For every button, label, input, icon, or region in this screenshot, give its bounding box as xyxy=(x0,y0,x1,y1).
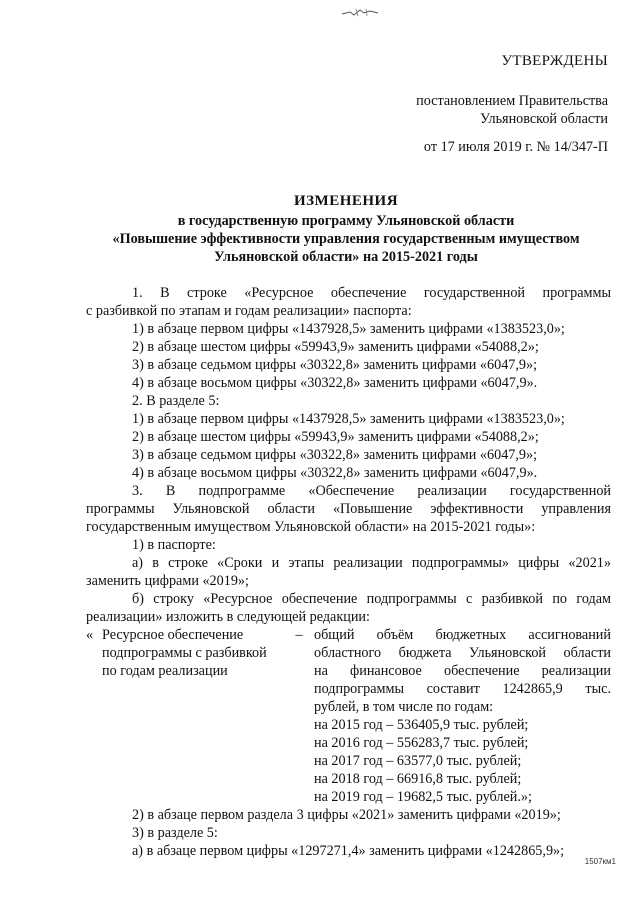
section-1-item-3: 3) в абзаце седьмом цифры «30322,8» заменить цифрами «6047,9»; xyxy=(132,357,538,373)
section-3-line-c: государственным имуществом Ульяновской области» на 2015-2021 годы»: xyxy=(86,519,536,535)
resource-dash: – xyxy=(295,627,303,643)
section-3-item-1b-line-a: б) строку «Ресурсное обеспечение подпрограммы с разбивкой по годам xyxy=(132,591,611,607)
resource-right-2: областного бюджета Ульяновской области xyxy=(314,645,611,661)
footer-code: 1507км1 xyxy=(584,857,616,866)
resource-right-5: рублей, в том числе по годам: xyxy=(314,699,494,715)
section-1-item-1: 1) в абзаце первом цифры «1437928,5» заменить цифрами «1383523,0»; xyxy=(132,321,565,337)
resource-left-2: подпрограммы с разбивкой xyxy=(102,645,267,661)
resource-year-2015: на 2015 год – 536405,9 тыс. рублей; xyxy=(314,717,529,733)
document-body xyxy=(86,284,611,860)
approved-heading: УТВЕРЖДЕНЫ xyxy=(501,53,608,69)
section-3-item-1b-line-b: реализации» изложить в следующей редакции: xyxy=(86,609,370,625)
section-3-item-3a: а) в абзаце первом цифры «1297271,4» заменить цифрами «1242865,9»; xyxy=(132,843,565,859)
resource-right-3: на финансовое обеспечение реализации xyxy=(314,663,611,679)
resource-right-1: общий объём бюджетных ассигнований xyxy=(314,627,611,643)
title-line-1: в государственную программу Ульяновской области xyxy=(177,213,515,229)
section-2-item-3: 3) в абзаце седьмом цифры «30322,8» заменить цифрами «6047,9»; xyxy=(132,447,538,463)
document-title xyxy=(86,192,606,266)
resource-table xyxy=(86,626,611,806)
section-3-item-3: 3) в разделе 5: xyxy=(132,825,218,841)
approved-line-1: постановлением Правительства xyxy=(416,93,608,109)
resource-left-3: по годам реализации xyxy=(102,663,228,679)
section-2-item-1: 1) в абзаце первом цифры «1437928,5» заменить цифрами «1383523,0»; xyxy=(132,411,565,427)
section-3-item-2: 2) в абзаце первом раздела 3 цифры «2021» заменить цифрами «2019»; xyxy=(132,807,561,823)
scan-artifact-mark xyxy=(340,6,380,18)
resource-year-2017: на 2017 год – 63577,0 тыс. рублей; xyxy=(314,753,522,769)
section-3-item-1a-line-a: а) в строке «Сроки и этапы реализации подпрограммы» цифры «2021» xyxy=(132,555,611,571)
section-3-item-1: 1) в паспорте: xyxy=(132,537,216,553)
title-line-3: Ульяновской области» на 2015-2021 годы xyxy=(214,249,478,265)
section-2-item-4: 4) в абзаце восьмом цифры «30322,8» заменить цифрами «6047,9». xyxy=(132,465,538,481)
title-line-2: «Повышение эффективности управления государственным имуществом xyxy=(112,231,580,247)
resource-left-1: Ресурсное обеспечение xyxy=(102,627,244,643)
section-1-line-a: 1. В строке «Ресурсное обеспечение государственной программы xyxy=(132,285,611,301)
resource-year-2016: на 2016 год – 556283,7 тыс. рублей; xyxy=(314,735,529,751)
approval-block xyxy=(408,52,608,156)
approved-line-2: Ульяновской области xyxy=(480,111,608,127)
resource-year-2019: на 2019 год – 19682,5 тыс. рублей.»; xyxy=(314,789,532,805)
section-2-heading: 2. В разделе 5: xyxy=(132,393,220,409)
resource-right-4: подпрограммы составит 1242865,9 тыс. xyxy=(314,681,611,697)
section-2-item-2: 2) в абзаце шестом цифры «59943,9» заменить цифрами «54088,2»; xyxy=(132,429,539,445)
section-3-line-b: программы Ульяновской области «Повышение эффективности управления xyxy=(86,501,611,517)
approved-date: от 17 июля 2019 г. № 14/347-П xyxy=(423,139,608,155)
resource-table-left xyxy=(86,626,284,806)
title-main: ИЗМЕНЕНИЯ xyxy=(293,193,399,209)
open-quote: « xyxy=(86,627,94,643)
section-1-item-2: 2) в абзаце шестом цифры «59943,9» заменить цифрами «54088,2»; xyxy=(132,339,539,355)
section-3-item-1a-line-b: заменить цифрами «2019»; xyxy=(86,573,249,589)
resource-table-right xyxy=(314,626,611,806)
resource-year-2018: на 2018 год – 66916,8 тыс. рублей; xyxy=(314,771,522,787)
section-3-line-a: 3. В подпрограмме «Обеспечение реализации государственной xyxy=(132,483,611,499)
section-1-item-4: 4) в абзаце восьмом цифры «30322,8» заменить цифрами «6047,9». xyxy=(132,375,538,391)
section-1-line-b: с разбивкой по этапам и годам реализации» паспорта: xyxy=(86,303,412,319)
